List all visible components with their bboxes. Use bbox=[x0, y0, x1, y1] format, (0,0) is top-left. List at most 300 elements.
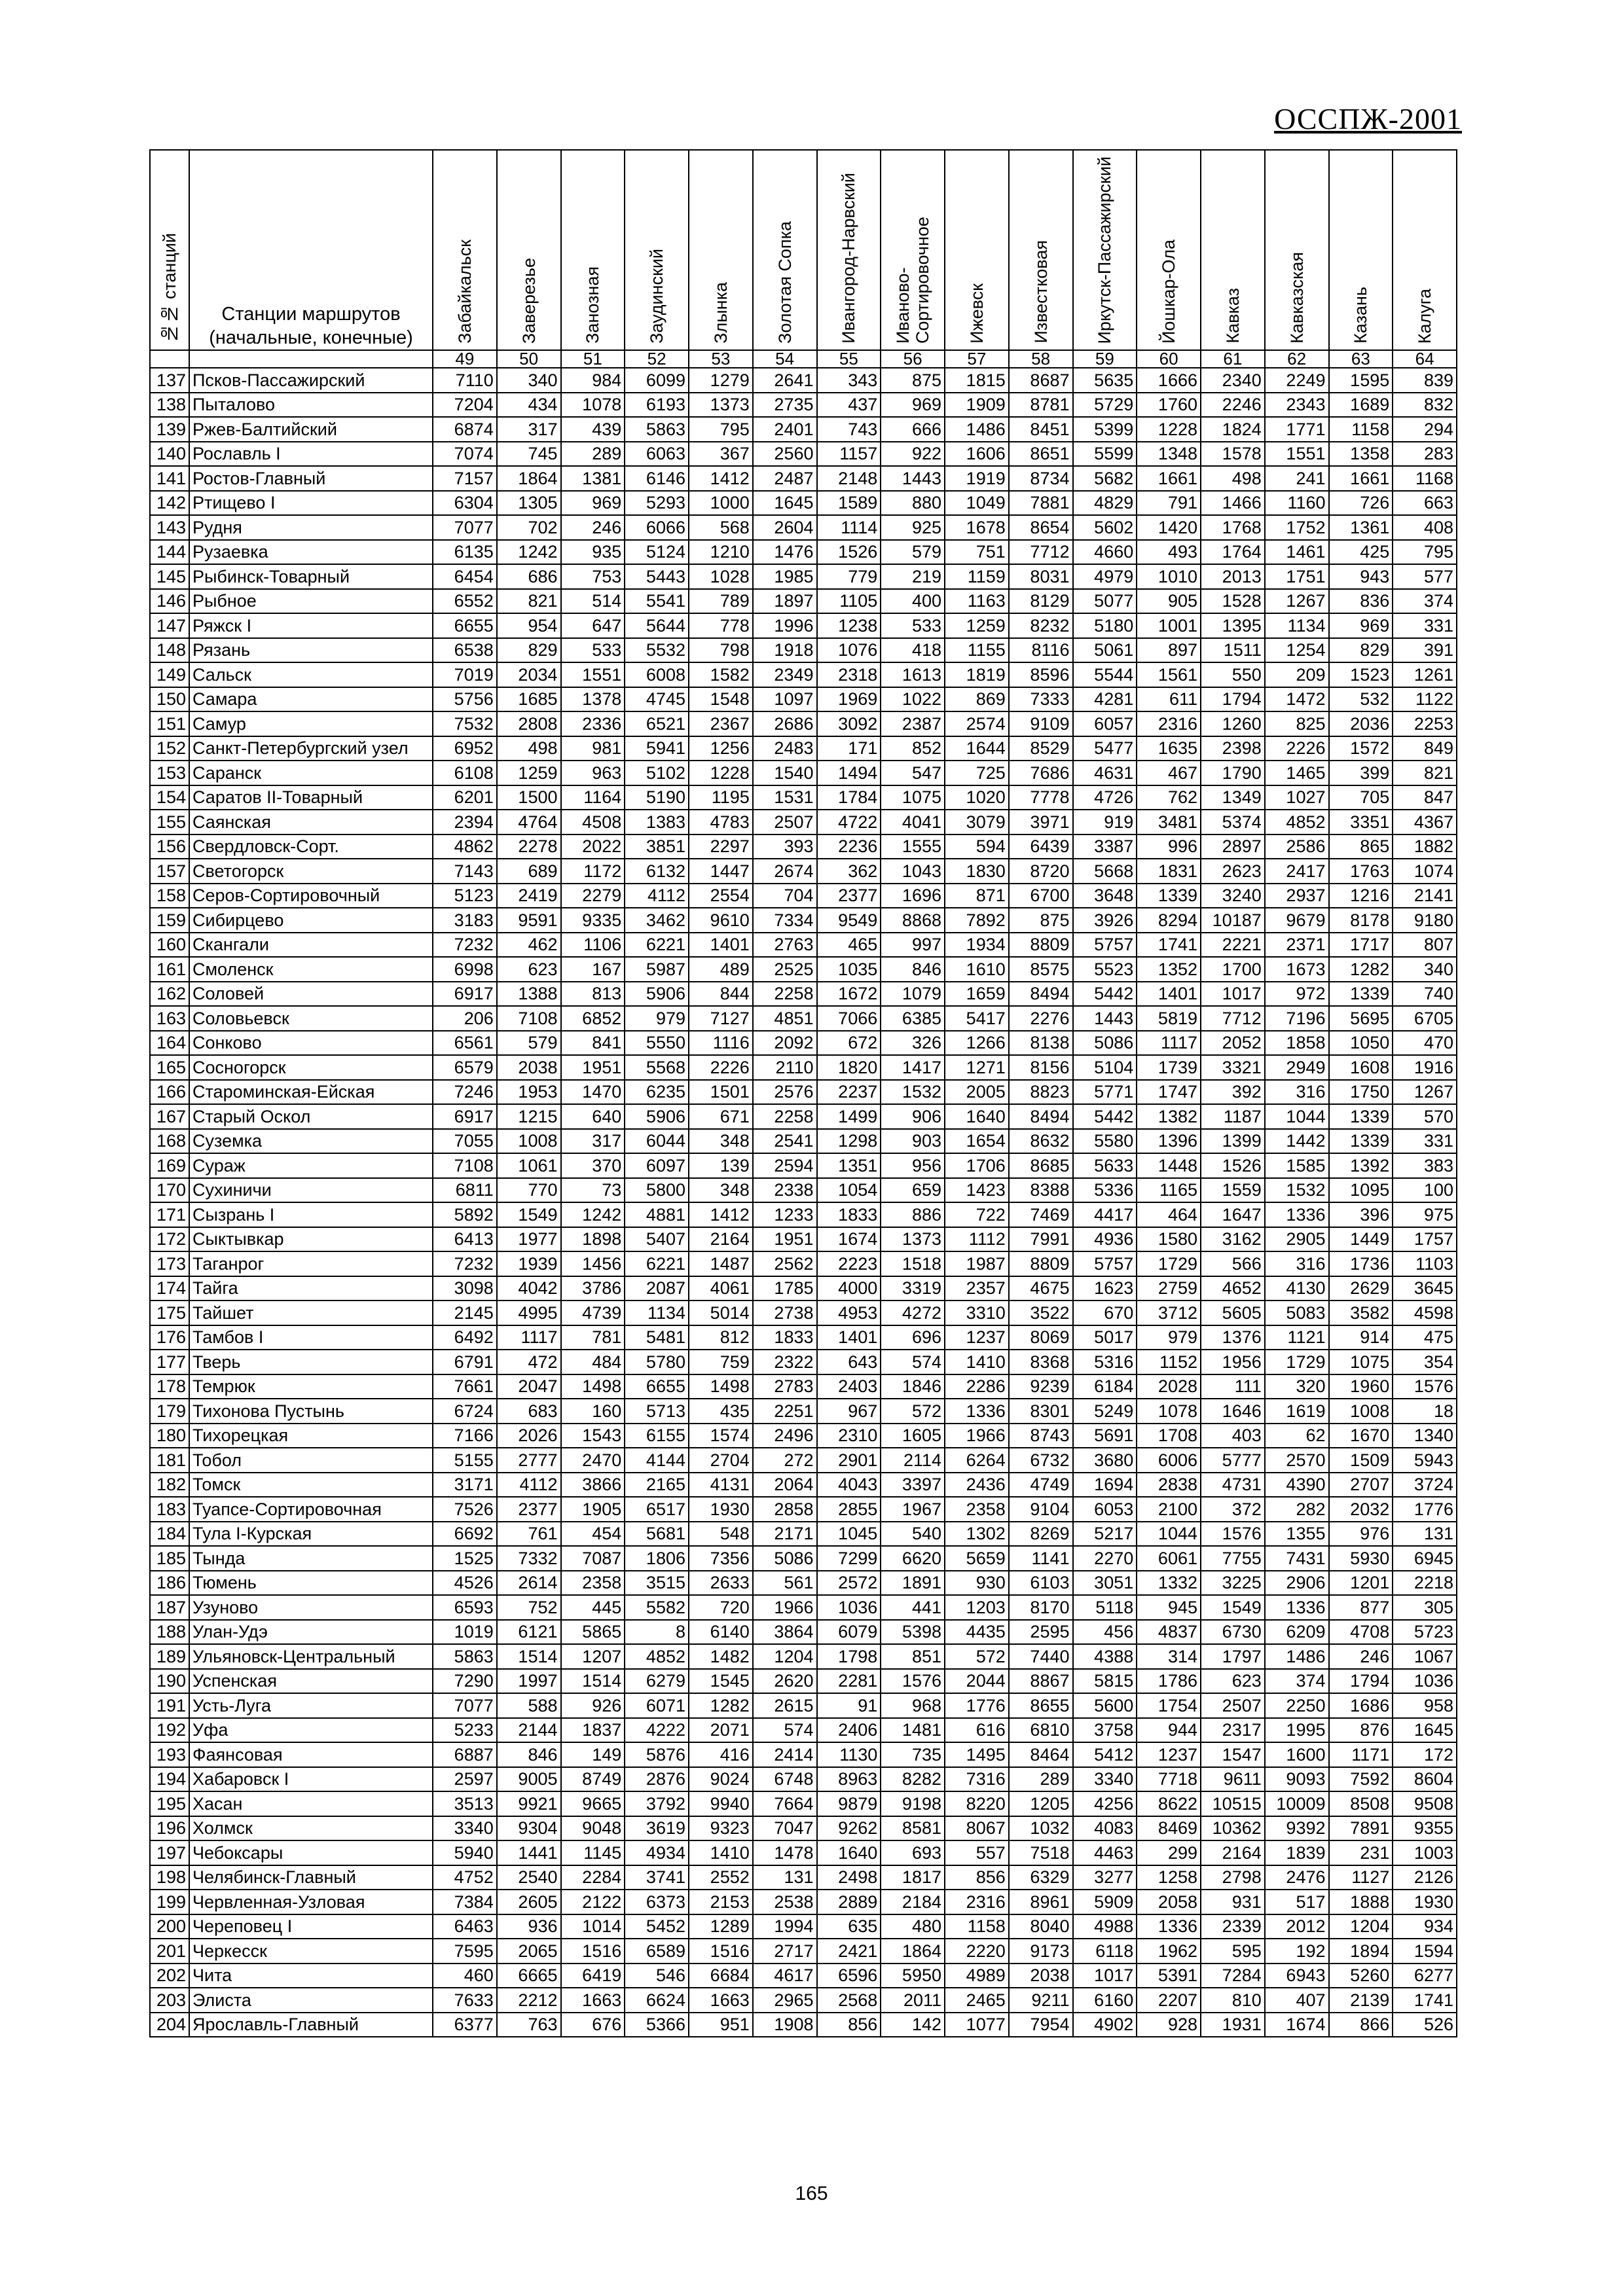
distance-cell: 3712 bbox=[1137, 1300, 1201, 1325]
distance-cell: 425 bbox=[1329, 540, 1393, 565]
distance-cell: 1121 bbox=[1265, 1325, 1329, 1350]
station-number: 193 bbox=[150, 1742, 189, 1767]
distance-cell: 3851 bbox=[625, 834, 689, 859]
distance-cell: 5118 bbox=[1073, 1595, 1137, 1620]
distance-cell: 9109 bbox=[1009, 711, 1073, 736]
distance-cell: 5580 bbox=[1073, 1129, 1137, 1154]
station-number: 153 bbox=[150, 761, 189, 785]
distance-cell: 5599 bbox=[1073, 442, 1137, 467]
distance-cell: 1395 bbox=[1201, 613, 1265, 638]
distance-cell: 2278 bbox=[497, 834, 561, 859]
table-row bbox=[150, 1669, 1457, 1694]
distance-cell: 3051 bbox=[1073, 1571, 1137, 1596]
distance-cell: 8687 bbox=[1009, 368, 1073, 393]
table-row bbox=[150, 1497, 1457, 1522]
distance-cell: 5412 bbox=[1073, 1742, 1137, 1767]
table-row bbox=[150, 1399, 1457, 1424]
station-name: Успенская bbox=[189, 1669, 433, 1694]
distance-cell: 779 bbox=[817, 564, 881, 589]
distance-cell: 1461 bbox=[1265, 540, 1329, 565]
destination-header: Иркутск-Пассажирский bbox=[1073, 150, 1137, 350]
distance-cell: 4367 bbox=[1393, 810, 1457, 834]
distance-cell: 1423 bbox=[945, 1178, 1009, 1203]
distance-cell: 6221 bbox=[625, 933, 689, 958]
distance-cell: 1215 bbox=[497, 1104, 561, 1129]
distance-cell: 2318 bbox=[817, 662, 881, 687]
distance-cell: 3680 bbox=[1073, 1448, 1137, 1473]
station-number: 145 bbox=[150, 564, 189, 589]
distance-cell: 2507 bbox=[1201, 1693, 1265, 1718]
distance-cell: 1008 bbox=[497, 1129, 561, 1154]
table-row bbox=[150, 368, 1457, 393]
destination-header: Ивангород-Нарвский bbox=[817, 150, 881, 350]
distance-cell: 1674 bbox=[817, 1227, 881, 1252]
distance-cell: 396 bbox=[1329, 1202, 1393, 1227]
station-name: Рязань bbox=[189, 638, 433, 663]
distance-cell: 6620 bbox=[881, 1546, 945, 1571]
distance-cell: 1696 bbox=[881, 884, 945, 908]
distance-cell: 2317 bbox=[1201, 1718, 1265, 1743]
distance-cell: 1511 bbox=[1201, 638, 1265, 663]
distance-cell: 3321 bbox=[1201, 1055, 1265, 1080]
distance-cell: 480 bbox=[881, 1914, 945, 1939]
table-row bbox=[150, 1300, 1457, 1325]
station-name: Череповец I bbox=[189, 1914, 433, 1939]
distance-cell: 1919 bbox=[945, 466, 1009, 491]
distance-cell: 9262 bbox=[817, 1816, 881, 1841]
distance-cell: 9508 bbox=[1393, 1791, 1457, 1816]
distance-cell: 1242 bbox=[497, 540, 561, 565]
distance-cell: 1747 bbox=[1137, 1080, 1201, 1105]
distance-cell: 283 bbox=[1393, 442, 1457, 467]
distance-cell: 829 bbox=[1329, 638, 1393, 663]
distance-cell: 979 bbox=[1137, 1325, 1201, 1350]
distance-cell: 1694 bbox=[1073, 1473, 1137, 1498]
distance-cell: 1267 bbox=[1265, 589, 1329, 614]
station-number: 151 bbox=[150, 711, 189, 736]
distance-cell: 2038 bbox=[1009, 1964, 1073, 1988]
distance-cell: 1158 bbox=[945, 1914, 1009, 1939]
distance-cell: 2071 bbox=[689, 1718, 753, 1743]
station-name: Тихонова Пустынь bbox=[189, 1399, 433, 1424]
station-name: Суземка bbox=[189, 1129, 433, 1154]
distance-cell: 1729 bbox=[1265, 1350, 1329, 1374]
distance-cell: 445 bbox=[561, 1595, 625, 1620]
distance-cell: 1358 bbox=[1329, 442, 1393, 467]
distance-cell: 6517 bbox=[625, 1497, 689, 1522]
distance-cell: 6264 bbox=[945, 1448, 1009, 1473]
distance-cell: 944 bbox=[1137, 1718, 1201, 1743]
distance-cell: 7334 bbox=[753, 908, 817, 933]
distance-cell: 671 bbox=[689, 1104, 753, 1129]
distance-cell: 1741 bbox=[1137, 933, 1201, 958]
distance-cell: 1036 bbox=[817, 1595, 881, 1620]
distance-cell: 1764 bbox=[1201, 540, 1265, 565]
distance-cell: 1036 bbox=[1393, 1669, 1457, 1694]
distance-cell: 635 bbox=[817, 1914, 881, 1939]
distance-cell: 969 bbox=[561, 491, 625, 516]
distance-cell: 2406 bbox=[817, 1718, 881, 1743]
distance-cell: 540 bbox=[881, 1522, 945, 1547]
distance-cell: 5892 bbox=[433, 1202, 497, 1227]
distance-cell: 1216 bbox=[1329, 884, 1393, 908]
distance-cell: 6705 bbox=[1393, 1006, 1457, 1031]
distance-cell: 1820 bbox=[817, 1055, 881, 1080]
station-name: Ярославль-Главный bbox=[189, 2013, 433, 2037]
distance-cell: 5366 bbox=[625, 2013, 689, 2037]
table-row bbox=[150, 1031, 1457, 1056]
distance-cell: 1606 bbox=[945, 442, 1009, 467]
distance-cell: 4902 bbox=[1073, 2013, 1137, 2037]
distance-cell: 1486 bbox=[945, 417, 1009, 442]
distance-cell: 6097 bbox=[625, 1153, 689, 1178]
distance-cell: 7077 bbox=[433, 515, 497, 540]
distance-cell: 1514 bbox=[497, 1644, 561, 1669]
distance-cell: 5605 bbox=[1201, 1300, 1265, 1325]
distance-cell: 1020 bbox=[945, 785, 1009, 810]
distance-cell: 3340 bbox=[433, 1816, 497, 1841]
distance-cell: 1819 bbox=[945, 662, 1009, 687]
distance-cell: 5336 bbox=[1073, 1178, 1137, 1203]
station-name: Узуново bbox=[189, 1595, 433, 1620]
station-name: Ртищево I bbox=[189, 491, 433, 516]
station-number: 200 bbox=[150, 1914, 189, 1939]
distance-cell: 6413 bbox=[433, 1227, 497, 1252]
distance-cell: 1466 bbox=[1201, 491, 1265, 516]
distance-cell: 5541 bbox=[625, 589, 689, 614]
station-number: 189 bbox=[150, 1644, 189, 1669]
distance-cell: 456 bbox=[1073, 1620, 1137, 1645]
station-number: 172 bbox=[150, 1227, 189, 1252]
distance-cell: 2906 bbox=[1265, 1571, 1329, 1596]
distance-cell: 1410 bbox=[689, 1840, 753, 1865]
distance-cell: 2777 bbox=[497, 1448, 561, 1473]
distance-cell: 8622 bbox=[1137, 1791, 1201, 1816]
distance-cell: 1666 bbox=[1137, 368, 1201, 393]
distance-cell: 906 bbox=[881, 1104, 945, 1129]
table-row bbox=[150, 810, 1457, 834]
distance-cell: 1580 bbox=[1137, 1227, 1201, 1252]
station-name: Саянская bbox=[189, 810, 433, 834]
distance-cell: 2012 bbox=[1265, 1914, 1329, 1939]
distance-cell: 7143 bbox=[433, 859, 497, 884]
distance-cell: 751 bbox=[945, 540, 1009, 565]
distance-cell: 1864 bbox=[497, 466, 561, 491]
station-number: 191 bbox=[150, 1693, 189, 1718]
distance-cell: 7661 bbox=[433, 1374, 497, 1399]
distance-cell: 320 bbox=[1265, 1374, 1329, 1399]
distance-cell: 470 bbox=[1393, 1031, 1457, 1056]
distance-cell: 5863 bbox=[625, 417, 689, 442]
station-number: 194 bbox=[150, 1767, 189, 1792]
distance-cell: 2253 bbox=[1393, 711, 1457, 736]
distance-cell: 981 bbox=[561, 736, 625, 761]
distance-cell: 1159 bbox=[945, 564, 1009, 589]
distance-cell: 1763 bbox=[1329, 859, 1393, 884]
distance-cell: 846 bbox=[881, 957, 945, 982]
distance-cell: 5800 bbox=[625, 1178, 689, 1203]
distance-cell: 9048 bbox=[561, 1816, 625, 1841]
distance-cell: 2144 bbox=[497, 1718, 561, 1743]
distance-cell: 1348 bbox=[1137, 442, 1201, 467]
distance-cell: 460 bbox=[433, 1964, 497, 1988]
distance-cell: 2165 bbox=[625, 1473, 689, 1498]
station-number: 178 bbox=[150, 1374, 189, 1399]
station-name: Хасан bbox=[189, 1791, 433, 1816]
distance-cell: 7440 bbox=[1009, 1644, 1073, 1669]
distance-cell: 1934 bbox=[945, 933, 1009, 958]
distance-cell: 928 bbox=[1137, 2013, 1201, 2037]
distance-cell: 8451 bbox=[1009, 417, 1073, 442]
distance-cell: 1608 bbox=[1329, 1055, 1393, 1080]
distance-cell: 1339 bbox=[1137, 884, 1201, 908]
station-name: Улан-Удэ bbox=[189, 1620, 433, 1645]
distance-cell: 1078 bbox=[1137, 1399, 1201, 1424]
destination-number: 59 bbox=[1073, 350, 1137, 368]
distance-cell: 1075 bbox=[1329, 1350, 1393, 1374]
distance-cell: 4745 bbox=[625, 687, 689, 712]
distance-cell: 1549 bbox=[1201, 1595, 1265, 1620]
distance-cell: 2949 bbox=[1265, 1055, 1329, 1080]
station-name: Червленная-Узловая bbox=[189, 1890, 433, 1914]
distance-cell: 1794 bbox=[1329, 1669, 1393, 1694]
distance-cell: 2629 bbox=[1329, 1276, 1393, 1301]
table-row bbox=[150, 1424, 1457, 1448]
distance-cell: 1700 bbox=[1201, 957, 1265, 982]
distance-cell: 2141 bbox=[1393, 884, 1457, 908]
distance-cell: 2686 bbox=[753, 711, 817, 736]
distance-cell: 9679 bbox=[1265, 908, 1329, 933]
distance-cell: 3171 bbox=[433, 1473, 497, 1498]
table-row bbox=[150, 1055, 1457, 1080]
distance-cell: 1448 bbox=[1137, 1153, 1201, 1178]
distance-cell: 8294 bbox=[1137, 908, 1201, 933]
distance-cell: 1336 bbox=[1265, 1595, 1329, 1620]
distance-cell: 4852 bbox=[1265, 810, 1329, 834]
distance-cell: 6377 bbox=[433, 2013, 497, 2037]
distance-cell: 6998 bbox=[433, 957, 497, 982]
distance-cell: 2889 bbox=[817, 1890, 881, 1914]
station-name: Тайшет bbox=[189, 1300, 433, 1325]
distance-cell: 3513 bbox=[433, 1791, 497, 1816]
distance-cell: 1798 bbox=[817, 1644, 881, 1669]
distance-cell: 1171 bbox=[1329, 1742, 1393, 1767]
distance-cell: 3240 bbox=[1201, 884, 1265, 908]
distance-cell: 111 bbox=[1201, 1374, 1265, 1399]
distance-cell: 3582 bbox=[1329, 1300, 1393, 1325]
distance-cell: 1645 bbox=[1393, 1718, 1457, 1743]
table-row bbox=[150, 1620, 1457, 1645]
distance-cell: 7299 bbox=[817, 1546, 881, 1571]
distance-cell: 1987 bbox=[945, 1251, 1009, 1276]
distance-cell: 8809 bbox=[1009, 933, 1073, 958]
distance-cell: 1122 bbox=[1393, 687, 1457, 712]
distance-cell: 6811 bbox=[433, 1178, 497, 1203]
distance-cell: 6730 bbox=[1201, 1620, 1265, 1645]
distance-cell: 1545 bbox=[689, 1669, 753, 1694]
distance-cell: 4660 bbox=[1073, 540, 1137, 565]
distance-cell: 1495 bbox=[945, 1742, 1009, 1767]
distance-cell: 5682 bbox=[1073, 466, 1137, 491]
distance-cell: 4112 bbox=[497, 1473, 561, 1498]
distance-cell: 8494 bbox=[1009, 1104, 1073, 1129]
distance-cell: 9198 bbox=[881, 1791, 945, 1816]
distance-cell: 936 bbox=[497, 1914, 561, 1939]
distance-cell: 561 bbox=[753, 1571, 817, 1596]
table-row bbox=[150, 442, 1457, 467]
distance-cell: 2541 bbox=[753, 1129, 817, 1154]
distance-cell: 2153 bbox=[689, 1890, 753, 1914]
distance-cell: 1551 bbox=[1265, 442, 1329, 467]
distance-cell: 3724 bbox=[1393, 1473, 1457, 1498]
station-name: Тюмень bbox=[189, 1571, 433, 1596]
distance-cell: 6099 bbox=[625, 368, 689, 393]
distance-cell: 847 bbox=[1393, 785, 1457, 810]
station-name: Рудня bbox=[189, 515, 433, 540]
distance-cell: 1997 bbox=[497, 1669, 561, 1694]
distance-cell: 6538 bbox=[433, 638, 497, 663]
distance-cell: 454 bbox=[561, 1522, 625, 1547]
distance-cell: 326 bbox=[881, 1031, 945, 1056]
distance-cell: 1516 bbox=[561, 1939, 625, 1964]
station-number: 185 bbox=[150, 1546, 189, 1571]
distance-cell: 1078 bbox=[561, 393, 625, 418]
distance-cell: 5442 bbox=[1073, 982, 1137, 1007]
destination-header: Казань bbox=[1329, 150, 1393, 350]
distance-cell: 100 bbox=[1393, 1178, 1457, 1203]
table-row bbox=[150, 1914, 1457, 1939]
station-name: Санкт-Петербургский узел bbox=[189, 736, 433, 761]
distance-cell: 1106 bbox=[561, 933, 625, 958]
distance-cell: 9921 bbox=[497, 1791, 561, 1816]
distance-cell: 6874 bbox=[433, 417, 497, 442]
distance-cell: 2403 bbox=[817, 1374, 881, 1399]
distance-cell: 735 bbox=[881, 1742, 945, 1767]
distance-cell: 2735 bbox=[753, 393, 817, 418]
distance-cell: 5756 bbox=[433, 687, 497, 712]
distance-cell: 903 bbox=[881, 1129, 945, 1154]
station-name: Смоленск bbox=[189, 957, 433, 982]
distance-cell: 9323 bbox=[689, 1816, 753, 1841]
distance-cell: 1022 bbox=[881, 687, 945, 712]
destination-header: Забайкальск bbox=[433, 150, 497, 350]
distance-cell: 5777 bbox=[1201, 1448, 1265, 1473]
distance-cell: 1049 bbox=[945, 491, 1009, 516]
distance-cell: 3786 bbox=[561, 1276, 625, 1301]
table-row bbox=[150, 1890, 1457, 1914]
distance-cell: 1846 bbox=[881, 1374, 945, 1399]
distance-cell: 403 bbox=[1201, 1424, 1265, 1448]
distance-cell: 1449 bbox=[1329, 1227, 1393, 1252]
distance-cell: 1417 bbox=[881, 1055, 945, 1080]
distance-cell: 400 bbox=[881, 589, 945, 614]
table-row bbox=[150, 1571, 1457, 1596]
distance-cell: 8156 bbox=[1009, 1055, 1073, 1080]
distance-cell: 1172 bbox=[561, 859, 625, 884]
distance-cell: 1127 bbox=[1329, 1865, 1393, 1890]
distance-cell: 1576 bbox=[1393, 1374, 1457, 1399]
distance-cell: 4995 bbox=[497, 1300, 561, 1325]
station-name: Старый Оскол bbox=[189, 1104, 433, 1129]
distance-cell: 8809 bbox=[1009, 1251, 1073, 1276]
distance-cell: 1751 bbox=[1265, 564, 1329, 589]
distance-cell: 7712 bbox=[1201, 1006, 1265, 1031]
station-name: Староминская-Ейская bbox=[189, 1080, 433, 1105]
destination-number: 54 bbox=[753, 350, 817, 368]
table-row bbox=[150, 1080, 1457, 1105]
table-row bbox=[150, 491, 1457, 516]
distance-cell: 1282 bbox=[689, 1693, 753, 1718]
distance-cell: 1465 bbox=[1265, 761, 1329, 785]
table-row bbox=[150, 1644, 1457, 1669]
distance-cell: 3741 bbox=[625, 1865, 689, 1890]
distance-cell: 6917 bbox=[433, 1104, 497, 1129]
distance-cell: 4988 bbox=[1073, 1914, 1137, 1939]
distance-cell: 8575 bbox=[1009, 957, 1073, 982]
station-name: Элиста bbox=[189, 1988, 433, 2013]
distance-cell: 2358 bbox=[561, 1571, 625, 1596]
distance-cell: 317 bbox=[497, 417, 561, 442]
distance-cell: 1654 bbox=[945, 1129, 1009, 1154]
distance-cell: 2148 bbox=[817, 466, 881, 491]
station-name: Свердловск-Сорт. bbox=[189, 834, 433, 859]
station-number: 203 bbox=[150, 1988, 189, 2013]
distance-cell: 8 bbox=[625, 1620, 689, 1645]
distance-cell: 1302 bbox=[945, 1522, 1009, 1547]
distance-cell: 7204 bbox=[433, 393, 497, 418]
station-number: 195 bbox=[150, 1791, 189, 1816]
distance-cell: 4731 bbox=[1201, 1473, 1265, 1498]
distance-cell: 7532 bbox=[433, 711, 497, 736]
station-name: Сонково bbox=[189, 1031, 433, 1056]
distance-cell: 1017 bbox=[1201, 982, 1265, 1007]
distance-cell: 2387 bbox=[881, 711, 945, 736]
distance-cell: 246 bbox=[1329, 1644, 1393, 1669]
distance-cell: 2171 bbox=[753, 1522, 817, 1547]
distance-cell: 2763 bbox=[753, 933, 817, 958]
station-name: Таганрог bbox=[189, 1251, 433, 1276]
distance-table bbox=[149, 149, 1456, 2037]
distance-cell: 9180 bbox=[1393, 908, 1457, 933]
distance-cell: 2552 bbox=[689, 1865, 753, 1890]
distance-cell: 399 bbox=[1329, 761, 1393, 785]
distance-cell: 1079 bbox=[881, 982, 945, 1007]
distance-cell: 976 bbox=[1329, 1522, 1393, 1547]
station-name: Хабаровск I bbox=[189, 1767, 433, 1792]
distance-cell: 1010 bbox=[1137, 564, 1201, 589]
distance-cell: 8823 bbox=[1009, 1080, 1073, 1105]
station-name: Тверь bbox=[189, 1350, 433, 1374]
distance-cell: 2377 bbox=[817, 884, 881, 908]
distance-cell: 1647 bbox=[1201, 1202, 1265, 1227]
station-name: Светогорск bbox=[189, 859, 433, 884]
distance-cell: 4435 bbox=[945, 1620, 1009, 1645]
station-name: Томск bbox=[189, 1473, 433, 1498]
distance-cell: 1242 bbox=[561, 1202, 625, 1227]
distance-cell: 588 bbox=[497, 1693, 561, 1718]
distance-cell: 1279 bbox=[689, 368, 753, 393]
distance-cell: 1613 bbox=[881, 662, 945, 687]
distance-cell: 1470 bbox=[561, 1080, 625, 1105]
table-row bbox=[150, 417, 1457, 442]
distance-cell: 566 bbox=[1201, 1251, 1265, 1276]
distance-cell: 1532 bbox=[881, 1080, 945, 1105]
distance-cell: 778 bbox=[689, 613, 753, 638]
station-name: Чита bbox=[189, 1964, 433, 1988]
distance-cell: 1897 bbox=[753, 589, 817, 614]
distance-cell: 2525 bbox=[753, 957, 817, 982]
distance-cell: 4526 bbox=[433, 1571, 497, 1596]
